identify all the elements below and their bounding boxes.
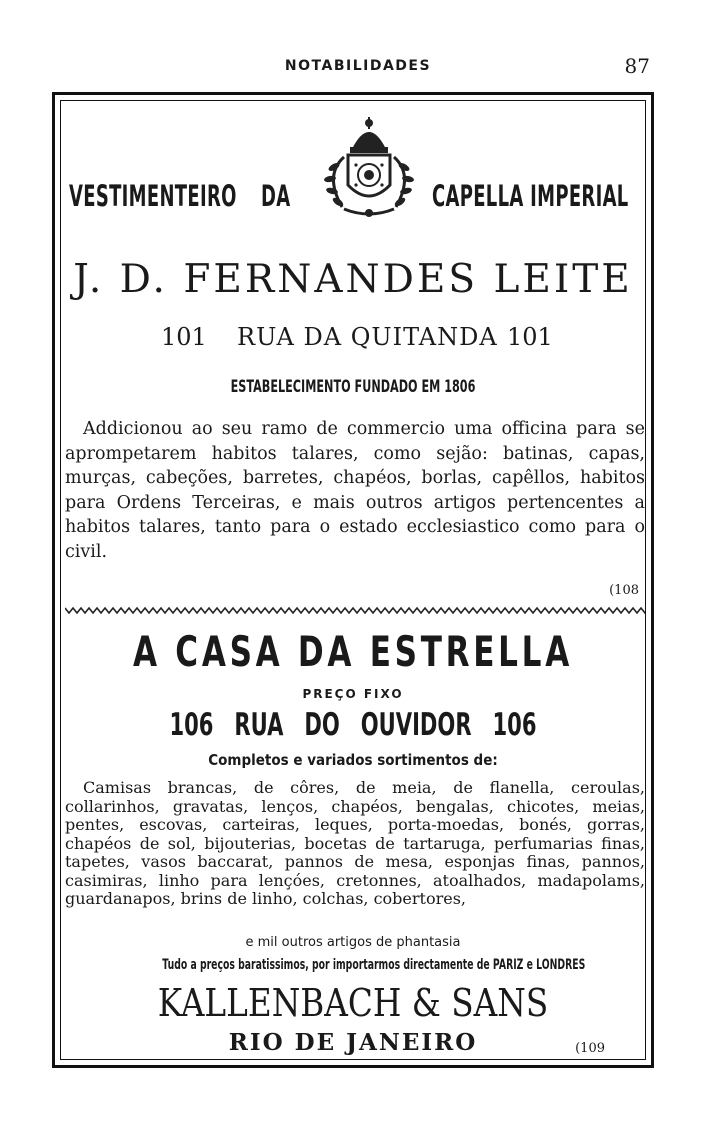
firm-city: RIO DE JANEIRO xyxy=(228,1029,478,1056)
fantasy-articles-line: e mil outros artigos de phantasia xyxy=(245,935,461,950)
firm-name: KALLENBACH & SANS xyxy=(157,981,549,1025)
wavy-separator xyxy=(65,605,645,615)
merchandise-list xyxy=(65,779,645,909)
merchandise-list-text: Camisas brancas, de côres, de meia, de flanella, ceroulas, collarinhos, gravatas, lenços, chapéos, bengalas, chicotes, meias, pentes, escovas, carteiras, leques, porta-moedas, bonés, gorras, chapéos de sol, bijouterias, bocetas de tartaruga, perfumarias finas, tapetes, vasos baccarat, pannos de mesa, esponjas finas, pannos, casimiras, linho para lençóes, cretonnes, atoalhados, madapolams, guardanapos, brins de linho, colchas, cobertores, xyxy=(65,778,645,908)
address-number-left: 101 xyxy=(161,323,207,351)
page-header xyxy=(60,54,656,84)
estrella-address: 106 RUA DO OUVIDOR 106 xyxy=(169,707,537,743)
vestimenteiro-body-text: Addicionou ao seu ramo de commercio uma officina para se aprompetarem habitos talares, como sejão: batinas, capas, murças, cabeções, barretes, chapéos, borlas, capêllos, habitos para Ordens Terceiras, e mais outros artigos pertencentes a habitos talares, tanto para o estado ecclesiastico como para o civil. xyxy=(65,419,645,562)
ad-reference-109: (109 xyxy=(575,1041,605,1056)
heading-right: CAPELLA IMPERIAL xyxy=(432,179,629,213)
running-title: NOTABILIDADES xyxy=(284,58,432,74)
address-street: RUA DA QUITANDA xyxy=(237,323,498,351)
estrella-title: A CASA DA ESTRELLA xyxy=(133,627,573,676)
advertisement-inner-rule xyxy=(60,100,646,1060)
vestimenteiro-body xyxy=(65,417,645,564)
import-terms: Tudo a preços baratissimos, por importarmos directamente de PARIZ e LONDRES xyxy=(162,957,586,973)
advertisement-frame xyxy=(52,92,654,1068)
heading-mid: DA xyxy=(261,179,291,213)
vestimenteiro-heading xyxy=(69,115,645,223)
imperial-coat-of-arms-icon xyxy=(310,115,428,223)
assortment-intro: Completos e variados sortimentos de: xyxy=(208,751,498,769)
fixed-price-label: PREÇO FIXO xyxy=(302,687,404,701)
ad-reference-108: (108 xyxy=(609,583,639,598)
proprietor-name: J. D. FERNANDES LEITE xyxy=(73,257,633,302)
establishment-founded: ESTABELECIMENTO FUNDADO EM 1806 xyxy=(230,377,476,397)
address-number-right: 101 xyxy=(507,323,553,351)
heading-left: VESTIMENTEIRO xyxy=(69,179,237,213)
page-number: 87 xyxy=(624,54,650,78)
